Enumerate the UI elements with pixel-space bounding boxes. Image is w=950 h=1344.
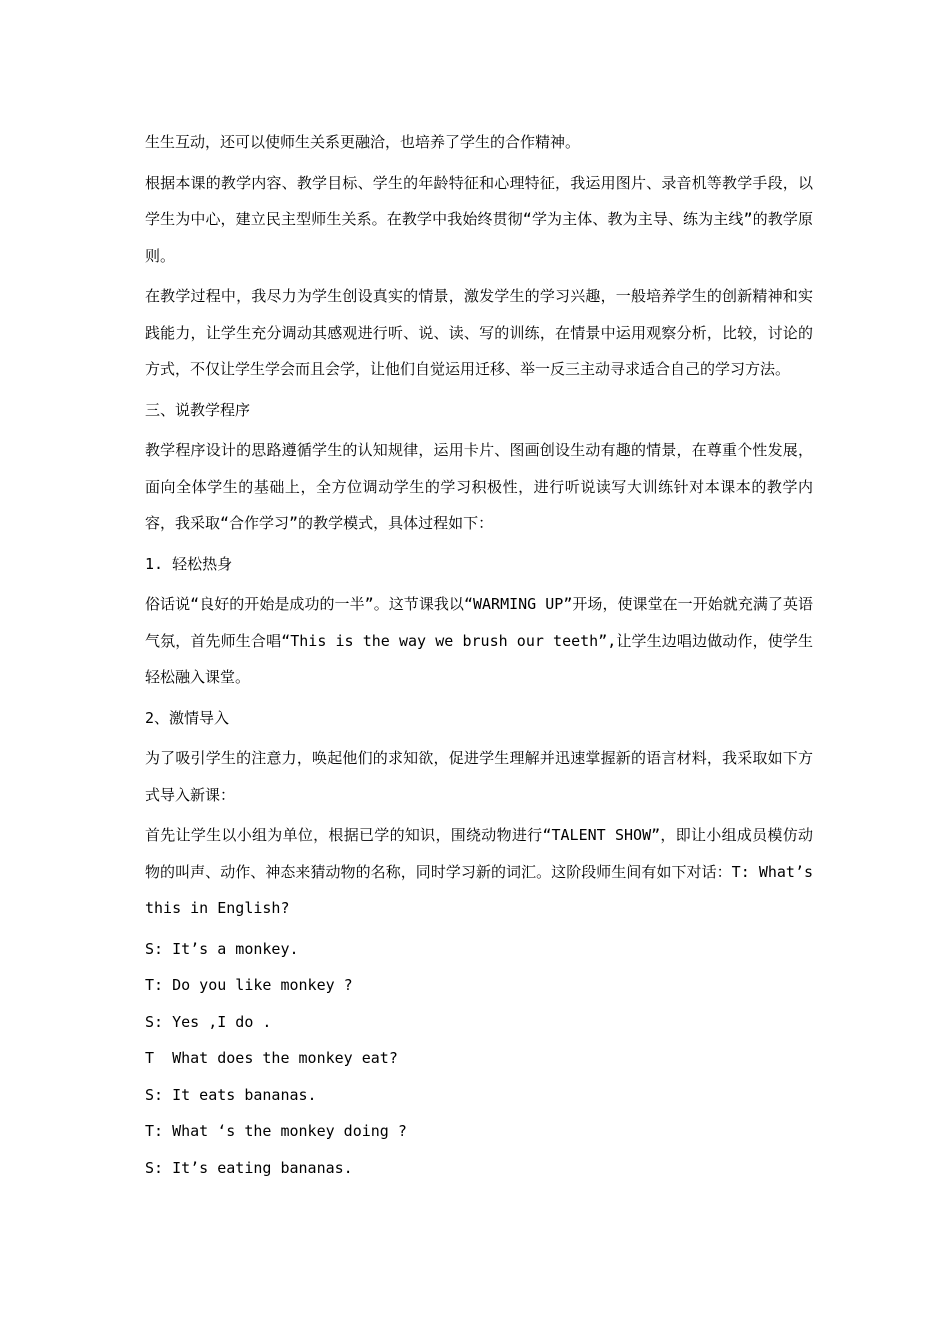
dialogue-block — [145, 931, 813, 1187]
dialogue-line: S: It’s eating bananas. — [145, 1158, 353, 1177]
section-heading-procedure: 三、说教学程序 — [145, 400, 251, 419]
paragraph-teaching-process: 在教学过程中，我尽力为学生创设真实的情景，激发学生的学习兴趣，一般培养学生的创新精神和实践能力，让学生充分调动其感观进行听、说、读、写的训练，在情景中运用观察分析，比较，讨论的方式，不仅让学生学会而且会学，让他们自觉运用迁移、举一反三主动寻求适合自己的学习方法。 — [145, 287, 813, 378]
step-heading-warmup: 1. 轻松热身 — [145, 554, 233, 573]
dialogue-line: T What does the monkey eat? — [145, 1049, 398, 1067]
step-heading-lead-in: 2、激情导入 — [145, 708, 230, 727]
dialogue-line: S: Yes ,I do . — [145, 1012, 272, 1031]
dialogue-line: S: It’s a monkey. — [145, 939, 299, 958]
dialogue-line: S: It eats bananas. — [145, 1085, 317, 1104]
document-body — [145, 124, 813, 1186]
paragraph-warmup: 俗话说“良好的开始是成功的一半”。这节课我以“WARMING UP”开场，使课堂在一开始就充满了英语气氛，首先师生合唱“This is the way we brush our teeth”,让学生边唱边做动作，使学生轻松融入课堂。 — [145, 595, 813, 686]
paragraph-talent-show: 首先让学生以小组为单位，根据已学的知识，围绕动物进行“TALENT SHOW”，即让小组成员模仿动物的叫声、动作、神态来猜动物的名称，同时学习新的词汇。这阶段师生间有如下对话：T: What’s this in English? — [145, 826, 813, 917]
paragraph-procedure-design: 教学程序设计的思路遵循学生的认知规律，运用卡片、图画创设生动有趣的情景，在尊重个性发展，面向全体学生的基础上，全方位调动学生的学习积极性，进行听说读写大训练针对本课本的教学内容，我采取“合作学习”的教学模式，具体过程如下： — [145, 441, 813, 532]
dialogue-line: T: What ‘s the monkey doing ? — [145, 1122, 407, 1140]
paragraph-cooperation: 生生互动，还可以使师生关系更融洽，也培养了学生的合作精神。 — [145, 133, 581, 151]
paragraph-lead-in: 为了吸引学生的注意力，唤起他们的求知欲，促进学生理解并迅速掌握新的语言材料，我采取如下方式导入新课： — [145, 749, 813, 804]
paragraph-teaching-means: 根据本课的教学内容、教学目标、学生的年龄特征和心理特征，我运用图片、录音机等教学手段，以学生为中心，建立民主型师生关系。在教学中我始终贯彻“学为主体、教为主导、练为主线”的教学原则。 — [145, 173, 813, 265]
dialogue-line: T: Do you like monkey ? — [145, 976, 353, 994]
